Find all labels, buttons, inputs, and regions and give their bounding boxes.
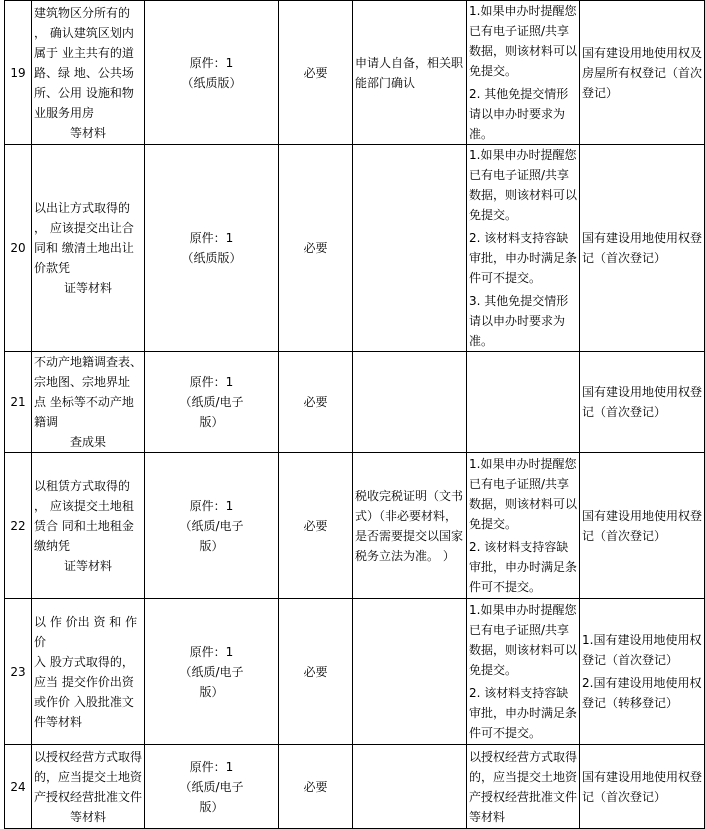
row-number: 23 <box>5 599 32 745</box>
material-count: 原件：1 （纸质/电子 版） <box>145 745 279 829</box>
necessity: 必要 <box>279 745 353 829</box>
requirements <box>353 145 467 352</box>
requirements <box>353 599 467 745</box>
table-row <box>5 145 705 352</box>
material-count: 原件：1 （纸质版） <box>145 1 279 145</box>
material-count: 原件：1 （纸质/电子 版） <box>145 352 279 453</box>
necessity: 必要 <box>279 453 353 599</box>
scope: 国有建设用地使用权登记（首次登记） <box>580 453 705 599</box>
material-name: 以租赁方式取得的 ， 应该提交土地租 赁合 同和土地租金 缴纳凭 证等材料 <box>32 453 145 599</box>
table-row <box>5 352 705 453</box>
row-number: 20 <box>5 145 32 352</box>
material-name: 以 作 价出 资 和 作 价 入 股方式取得的， 应当 提交作价出资 或作价 入股批准文 件等材料 <box>32 599 145 745</box>
row-number: 22 <box>5 453 32 599</box>
table-row <box>5 745 705 829</box>
scope: 国有建设用地使用权及房屋所有权登记（首次登记） <box>580 1 705 145</box>
table-row <box>5 599 705 745</box>
material-name: 建筑物区分所有的 ， 确认建筑区划内 属于 业主共有的道 路、绿 地、公共场 所、公用 设施和物 业服务用房 等材料 <box>32 1 145 145</box>
requirements <box>353 352 467 453</box>
material-name: 不动产地籍调查表、 宗地图、宗地界址 点 坐标等不动产地 籍调 查成果 <box>32 352 145 453</box>
requirements: 申请人自备，相关职能部门确认 <box>353 1 467 145</box>
material-count: 原件：1 （纸质版） <box>145 145 279 352</box>
necessity: 必要 <box>279 599 353 745</box>
scope: 1.国有建设用地使用权登记（首次登记） 2.国有建设用地使用权登记（转移登记） <box>580 599 705 745</box>
table-row <box>5 1 705 145</box>
material-name: 以出让方式取得的 ， 应该提交出让合 同和 缴清土地出让 价款凭 证等材料 <box>32 145 145 352</box>
notes: 1.如果申办时提醒您已有电子证照/共享数据，则该材料可以免提交。 2. 该材料支持容缺审批，申办时满足条件可不提交。 3. 其他免提交情形请以申办时要求为准。 <box>467 145 580 352</box>
row-number: 24 <box>5 745 32 829</box>
materials-table <box>4 0 705 829</box>
material-count: 原件：1 （纸质/电子 版） <box>145 453 279 599</box>
requirements: 税收完税证明（文书式）（非必要材料，是否需要提交以国家税务立法为准。 ） <box>353 453 467 599</box>
requirements <box>353 745 467 829</box>
notes: 1.如果申办时提醒您已有电子证照/共享数据，则该材料可以免提交。 2. 该材料支持容缺审批，申办时满足条件可不提交。 <box>467 599 580 745</box>
material-count: 原件：1 （纸质/电子 版） <box>145 599 279 745</box>
scope: 国有建设用地使用权登记（首次登记） <box>580 745 705 829</box>
notes: 以授权经营方式取得的，应当提交土地资产授权经营批准文件等材料 <box>467 745 580 829</box>
notes: 1.如果申办时提醒您已有电子证照/共享数据，则该材料可以免提交。 2. 该材料支持容缺审批，申办时满足条件可不提交。 <box>467 453 580 599</box>
scope: 国有建设用地使用权登记（首次登记） <box>580 352 705 453</box>
notes: 1.如果申办时提醒您已有电子证照/共享数据，则该材料可以免提交。 2. 其他免提交情形请以申办时要求为准。 <box>467 1 580 145</box>
necessity: 必要 <box>279 352 353 453</box>
necessity: 必要 <box>279 1 353 145</box>
necessity: 必要 <box>279 145 353 352</box>
material-name: 以授权经营方式取得 的，应当提交土地资 产授权经营批准文件 等材料 <box>32 745 145 829</box>
row-number: 19 <box>5 1 32 145</box>
scope: 国有建设用地使用权登记（首次登记） <box>580 145 705 352</box>
table-row <box>5 453 705 599</box>
row-number: 21 <box>5 352 32 453</box>
notes <box>467 352 580 453</box>
